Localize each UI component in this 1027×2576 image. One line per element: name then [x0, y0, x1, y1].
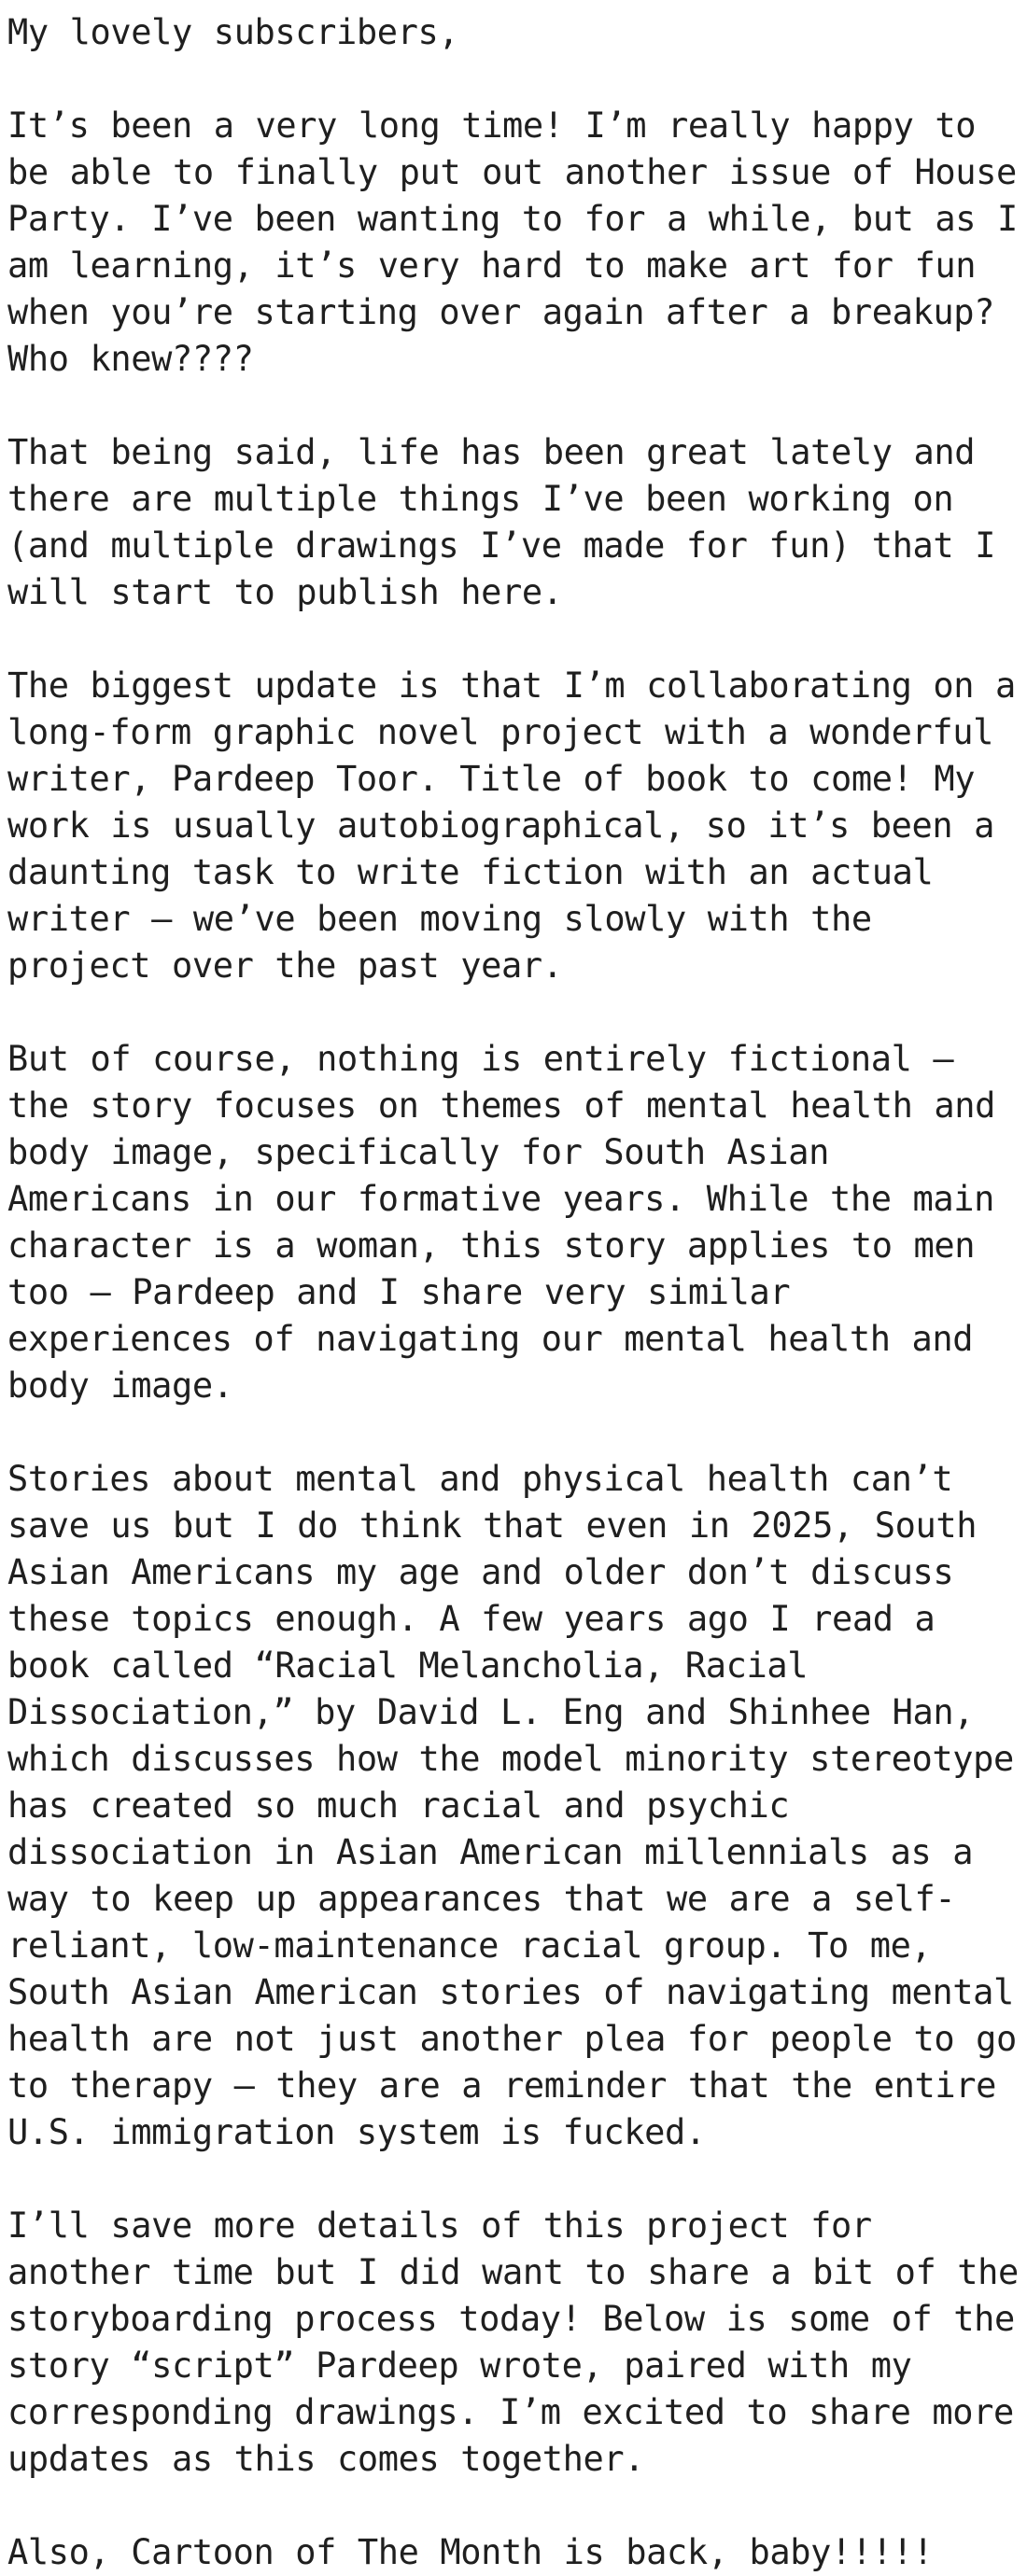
- paragraph-themes: But of course, nothing is entirely fictional – the story focuses on themes of mental health and body image, specifically for South Asian Americans in our formative years. While the main character is a woman, this story applies to men too – Pardeep and I share very similar experiences of navigating our mental health and body image.: [7, 1039, 996, 1406]
- paragraph-mental-health: Stories about mental and physical health can’t save us but I do think that even in 2025, South Asian Americans my age and older don’t discuss these topics enough. A few years ago I read a book called “Racial Melancholia, Racial Dissociation,” by David L. Eng and Shinhee Han, which discusses how the model minority stereotype has created so much racial and psychic dissociation in Asian American millennials as a way to keep up appearances that we are a self-reliant, low-maintenance racial group. To me, South Asian American stories of navigating mental health are not just another plea for people to go to therapy – they are a reminder that the entire U.S. immigration system is fucked.: [7, 1459, 1017, 2152]
- salutation: My lovely subscribers,: [7, 12, 459, 52]
- paragraph-graphic-novel: The biggest update is that I’m collaborating on a long-form graphic novel project with a wonderful writer, Pardeep Toor. Title of book to come! My work is usually autobiographical, so it’s been a daunting task to write fiction with an actual writer – we’ve been moving slowly with the project over the past year.: [7, 665, 1016, 986]
- paragraph-intro: It’s been a very long time! I’m really happy to be able to finally put out another issue of House Party. I’ve been wanting to for a while, but as I am learning, it’s very hard to make art for fun when you’re starting over again after a breakup? Who knew????: [7, 105, 1018, 379]
- paragraph-life-update: That being said, life has been great lately and there are multiple things I’ve been working on (and multiple drawings I’ve made for fun) that I will start to publish here.: [7, 432, 996, 612]
- paragraph-storyboarding: I’ll save more details of this project for another time but I did want to share a bit of the storyboarding process today! Below is some of the story “script” Pardeep wrote, paired with my corresponding drawings. I’m excited to share more updates as this comes together.: [7, 2205, 1019, 2479]
- paragraph-cartoon-of-the-month: Also, Cartoon of The Month is back, baby!!!!!: [7, 2532, 934, 2572]
